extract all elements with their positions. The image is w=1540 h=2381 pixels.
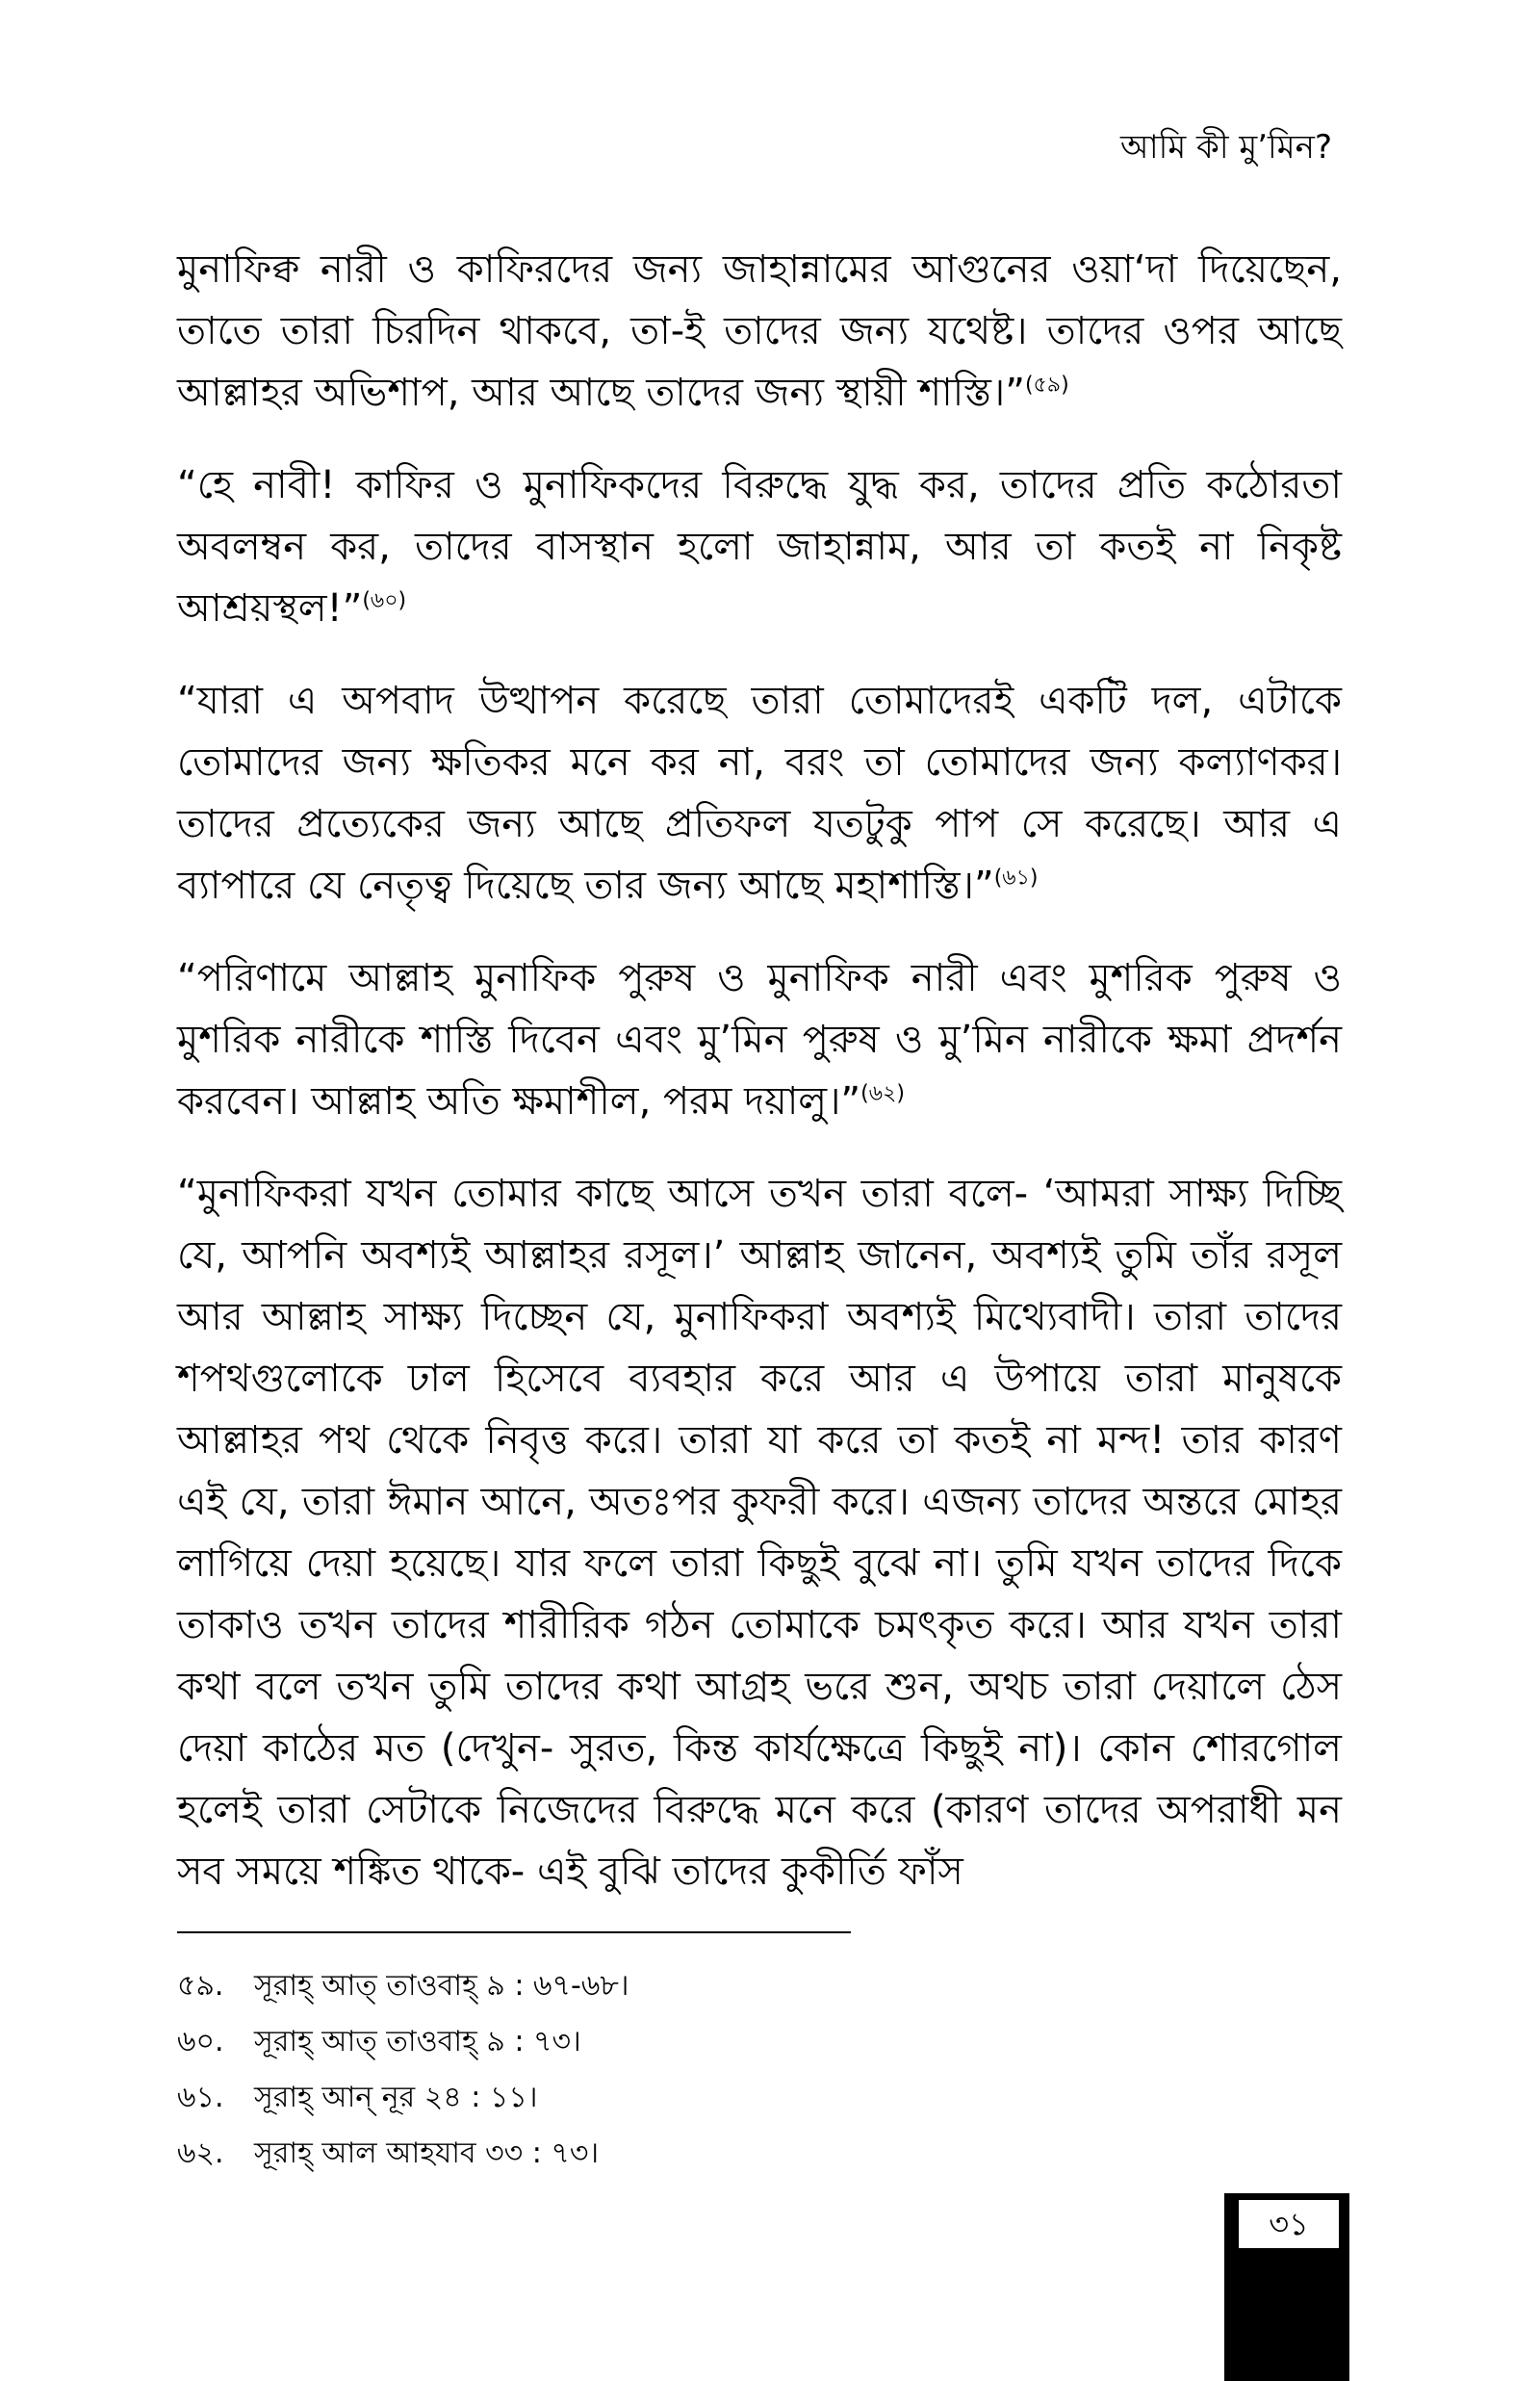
footnote-number: ৬১. (177, 2081, 224, 2114)
footnote-text: সূরাহ্ আন্ নূর ২৪ : ১১। (254, 2081, 538, 2114)
footnote-divider (177, 1931, 851, 1933)
paragraph-2 (177, 454, 1342, 639)
footnote-ref[interactable]: (৬২) (860, 1081, 905, 1106)
footnote-item (177, 2014, 1043, 2070)
paragraph-text: “হে নাবী! কাফির ও মুনাফিকদের বিরুদ্ধে যুদ্ধ কর, তাদের প্রতি কঠোরতা অবলম্বন কর, তাদের বাসস্থান হলো জাহান্নাম, আর তা কতই না নিকৃষ্ট আশ্রয়স্থল!” (177, 463, 1342, 631)
paragraph-3 (177, 670, 1342, 917)
paragraph-text: “পরিণামে আল্লাহ মুনাফিক পুরুষ ও মুনাফিক নারী এবং মুশরিক পুরুষ ও মুশরিক নারীকে শাস্তি দিবেন এবং মু’মিন পুরুষ ও মু’মিন নারীকে ক্ষমা প্রদর্শন করবেন। আল্লাহ অতি ক্ষমাশীল, পরম দয়ালু।” (177, 956, 1342, 1124)
footnote-text: সূরাহ্ আল আহযাব ৩৩ : ৭৩। (254, 2136, 600, 2170)
paragraph-text: “যারা এ অপবাদ উত্থাপন করেছে তারা তোমাদেরই একটি দল, এটাকে তোমাদের জন্য ক্ষতিকর মনে কর না, বরং তা তোমাদের জন্য কল্যাণকর। তাদের প্রত্যেকের জন্য আছে প্রতিফল যতটুকু পাপ সে করেছে। আর এ ব্যাপারে যে নেতৃত্ব দিয়েছে তার জন্য আছে মহাশাস্তি।” (177, 679, 1342, 908)
footnote-number: ৬০. (177, 2025, 224, 2058)
page-tab (1224, 2193, 1349, 2381)
footnotes (177, 1958, 1043, 2182)
page-number: ৩১ (1236, 2197, 1342, 2251)
footnote-item (177, 2070, 1043, 2126)
paragraph-1 (177, 239, 1342, 424)
paragraph-4 (177, 947, 1342, 1132)
footnote-ref[interactable]: (৬১) (993, 866, 1039, 891)
footnote-number: ৬২. (177, 2136, 224, 2170)
body-text (177, 239, 1342, 1933)
footnote-text: সূরাহ্ আত্ তাওবাহ্ ৯ : ৬৭-৬৮। (254, 1969, 629, 2003)
paragraph-text: “মুনাফিকরা যখন তোমার কাছে আসে তখন তারা বলে- ‘আমরা সাক্ষ্য দিচ্ছি যে, আপনি অবশ্যই আল্লাহর রসূল।’ আল্লাহ জানেন, অবশ্যই তুমি তাঁর রসূল আর আল্লাহ সাক্ষ্য দিচ্ছেন যে, মুনাফিকরা অবশ্যই মিথ্যেবাদী। তারা তাদের শপথগুলোকে ঢাল হিসেবে ব্যবহার করে আর এ উপায়ে তারা মানুষকে আল্লাহর পথ থেকে নিবৃত্ত করে। তারা যা করে তা কতই না মন্দ! তার কারণ এই যে, তারা ঈমান আনে, অতঃপর কুফরী করে। এজন্য তাদের অন্তরে মোহর লাগিয়ে দেয়া হয়েছে। যার ফলে তারা কিছুই বুঝে না। তুমি যখন তাদের দিকে তাকাও তখন তাদের শারীরিক গঠন তোমাকে চমৎকৃত করে। আর যখন তারা কথা বলে তখন তুমি তাদের কথা আগ্রহ ভরে শুন, অথচ তারা দেয়ালে ঠেস দেয়া কাঠের মত (দেখুন- সুরত, কিন্ত কার্যক্ষেত্রে কিছুই না)। কোন শোরগোল হলেই তারা সেটাকে নিজেদের বিরুদ্ধে মনে করে (কারণ তাদের অপরাধী মন সব সময়ে শঙ্কিত থাকে- এই বুঝি তাদের কুকীর্তি ফাঁস (177, 1172, 1342, 1894)
paragraph-text: মুনাফিক্ব নারী ও কাফিরদের জন্য জাহান্নামের আগুনের ওয়া‘দা দিয়েছেন, তাতে তারা চিরদিন থাকবে, তা-ই তাদের জন্য যথেষ্ট। তাদের ওপর আছে আল্লাহর অভিশাপ, আর আছে তাদের জন্য স্থায়ী শাস্তি।” (177, 247, 1342, 415)
footnote-number: ৫৯. (177, 1969, 224, 2003)
footnote-ref[interactable]: (৫৯) (1024, 373, 1069, 398)
footnote-item (177, 2126, 1043, 2182)
footnote-item (177, 1958, 1043, 2014)
footnote-ref[interactable]: (৬০) (362, 588, 407, 613)
running-header: আমি কী মু’মিন? (1119, 128, 1332, 167)
paragraph-5 (177, 1163, 1342, 1902)
footnote-text: সূরাহ্ আত্ তাওবাহ্ ৯ : ৭৩। (254, 2025, 581, 2058)
